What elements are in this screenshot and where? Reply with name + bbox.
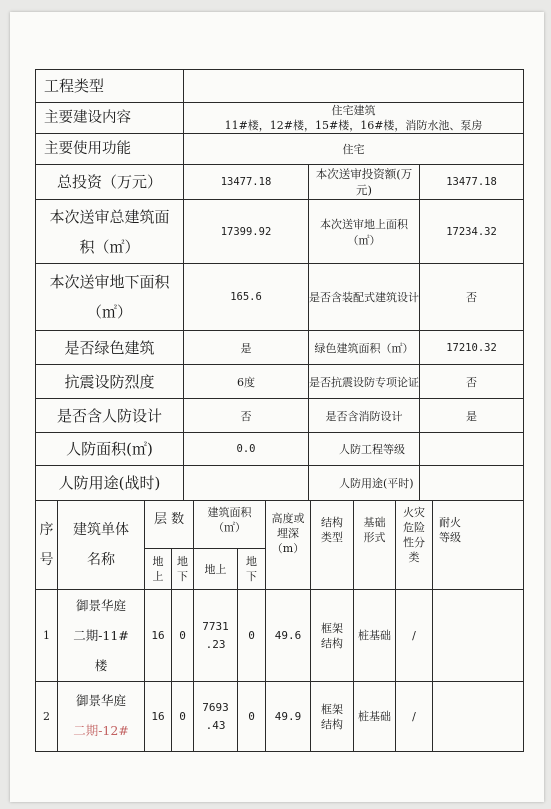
- cd-use-war-value: [184, 466, 309, 501]
- seismic-special-label: 是否抗震设防专项论证: [309, 365, 420, 399]
- document-page: [10, 12, 544, 802]
- row-structure: [311, 590, 354, 682]
- row-main-content: [36, 103, 524, 134]
- fire-hazard-header-2: 危险: [403, 521, 426, 534]
- seq-header-1: 序: [39, 522, 54, 538]
- green-value: 是: [184, 331, 309, 365]
- cd-grade-label: 人防工程等级: [309, 433, 420, 466]
- structure-header-1: 结构: [321, 516, 344, 529]
- total-area-value: 17399.92: [184, 200, 309, 264]
- floors-below-header: [172, 549, 194, 590]
- civil-defense-value: 否: [184, 399, 309, 433]
- civil-defense-label: 是否含人防设计: [36, 399, 184, 433]
- row-floors-below: 0: [172, 590, 194, 682]
- cd-grade-value: [420, 433, 524, 466]
- row-project-type: [36, 70, 524, 103]
- row-fire-rating: [433, 590, 524, 682]
- cd-use-peace-label: 人防用途(平时): [309, 466, 420, 501]
- row-area-above-1: 7731: [202, 619, 229, 633]
- row-foundation: 桩基础: [354, 590, 396, 682]
- fire-hazard-header-3: 性分: [403, 536, 426, 549]
- row-area-above-2: .43: [205, 718, 226, 732]
- row-main-function: [36, 134, 524, 165]
- total-area-label-cell: [36, 200, 184, 264]
- total-area-label-1: 本次送审总建筑面: [49, 207, 170, 226]
- project-type-label: 工程类型: [36, 70, 184, 103]
- height-header: [266, 501, 311, 590]
- cd-area-value: 0.0: [184, 433, 309, 466]
- row-name-1: 御景华庭: [75, 597, 126, 613]
- height-header-2: 埋深: [277, 527, 300, 540]
- project-info-form: [35, 69, 523, 752]
- main-content-title: 住宅建筑: [331, 104, 376, 117]
- row-area-above: [194, 590, 238, 682]
- row-floors-above: 16: [145, 682, 172, 752]
- row-structure: [311, 682, 354, 752]
- row-investment: [36, 165, 524, 200]
- foundation-header-2: 形式: [363, 531, 386, 544]
- row-area-below: 0: [238, 590, 266, 682]
- name-header-1: 建筑单体: [73, 522, 129, 538]
- project-type-value: [184, 70, 524, 103]
- seq-header-2: 号: [39, 552, 54, 568]
- area-below-header-2: 下: [246, 570, 258, 583]
- main-content-value-cell: [184, 103, 524, 134]
- floors-above-header: [145, 549, 172, 590]
- fire-rating-header: [433, 501, 524, 590]
- row-seq: 1: [36, 590, 58, 682]
- green-label: 是否绿色建筑: [36, 331, 184, 365]
- green-area-label: 绿色建筑面积（㎡）: [309, 331, 420, 365]
- name-header: [58, 501, 145, 590]
- area-above-header: 地上: [194, 549, 238, 590]
- row-fire-rating: [433, 682, 524, 752]
- main-function-label: 主要使用功能: [36, 134, 184, 165]
- row-seismic: [36, 365, 524, 399]
- row-structure-1: 框架: [321, 621, 344, 635]
- row-name: [58, 682, 145, 752]
- row-foundation: 桩基础: [354, 682, 396, 752]
- seismic-value: 6度: [184, 365, 309, 399]
- area-below-header-1: 地: [246, 555, 258, 568]
- row-green: [36, 331, 524, 365]
- row-area-below: 0: [238, 682, 266, 752]
- prefab-label: 是否含装配式建筑设计: [309, 264, 420, 331]
- height-header-1: 高度或: [271, 512, 305, 525]
- height-header-3: （m）: [271, 542, 305, 555]
- row-height: 49.9: [266, 682, 311, 752]
- fire-rating-header-1: 耐火: [439, 516, 462, 529]
- floors-above-header-2: 上: [152, 570, 164, 583]
- review-investment-value: 13477.18: [420, 165, 524, 200]
- structure-header-2: 类型: [321, 531, 344, 544]
- total-area-label-2: 积（㎡）: [79, 237, 140, 256]
- green-area-value: 17210.32: [420, 331, 524, 365]
- above-area-label: 本次送审地上面积（㎡）: [309, 200, 420, 264]
- row-name: [58, 590, 145, 682]
- row-structure-2: 结构: [321, 636, 344, 650]
- area-below-header: [238, 549, 266, 590]
- cd-use-war-label: 人防用途(战时): [36, 466, 184, 501]
- prefab-value: 否: [420, 264, 524, 331]
- name-header-2: 名称: [87, 552, 115, 568]
- fire-hazard-header-1: 火灾: [403, 506, 426, 519]
- area-header-2: （㎡）: [213, 521, 247, 534]
- buildings-table: [35, 500, 524, 752]
- below-area-label-2: （㎡）: [86, 303, 132, 321]
- floors-above-header-1: 地: [152, 555, 164, 568]
- fire-label: 是否含消防设计: [309, 399, 420, 433]
- row-area-above: [194, 682, 238, 752]
- foundation-header: [354, 501, 396, 590]
- structure-header: [311, 501, 354, 590]
- below-area-value: 165.6: [184, 264, 309, 331]
- buildings-header-row-1: [36, 501, 524, 549]
- main-content-label: 主要建设内容: [36, 103, 184, 134]
- above-area-value: 17234.32: [420, 200, 524, 264]
- row-height: 49.6: [266, 590, 311, 682]
- row-name-2: 二期-11#: [73, 627, 129, 643]
- area-header: [194, 501, 266, 549]
- cd-use-peace-value: [420, 466, 524, 501]
- area-header-1: 建筑面积: [207, 506, 252, 519]
- row-floors-above: 16: [145, 590, 172, 682]
- row-below-area: [36, 264, 524, 331]
- row-fire-hazard: /: [396, 590, 433, 682]
- fire-value: 是: [420, 399, 524, 433]
- table-row: [36, 682, 524, 752]
- total-investment-label: 总投资（万元）: [36, 165, 184, 200]
- row-name-1: 御景华庭: [75, 693, 126, 708]
- review-investment-label: 本次送审投资额(万元): [309, 165, 420, 200]
- row-structure-1: 框架: [321, 702, 344, 716]
- row-area-above-1: 7693: [202, 700, 229, 714]
- foundation-header-1: 基础: [363, 516, 386, 529]
- summary-table: [35, 69, 524, 501]
- main-function-value: 住宅: [184, 134, 524, 165]
- row-structure-2: 结构: [321, 717, 344, 731]
- row-cd-use: [36, 466, 524, 501]
- row-civil-defense: [36, 399, 524, 433]
- row-area-above-2: .23: [205, 637, 226, 651]
- row-name-2: 二期-12#: [73, 723, 129, 738]
- row-cd-area: [36, 433, 524, 466]
- row-floors-below: 0: [172, 682, 194, 752]
- table-row: [36, 590, 524, 682]
- fire-rating-header-2: 等级: [439, 531, 462, 544]
- cd-area-label: 人防面积(㎡): [36, 433, 184, 466]
- seq-header: [36, 501, 58, 590]
- seismic-special-value: 否: [420, 365, 524, 399]
- floors-below-header-2: 下: [177, 570, 188, 583]
- row-total-area: [36, 200, 524, 264]
- main-content-value: 11#楼，12#楼，15#楼，16#楼，消防水池、泵房: [224, 119, 483, 132]
- seismic-label: 抗震设防烈度: [36, 365, 184, 399]
- fire-hazard-header-4: 类: [408, 551, 420, 564]
- below-area-label-cell: [36, 264, 184, 331]
- floors-below-header-1: 地: [177, 555, 188, 568]
- floors-header: 层 数: [145, 501, 194, 549]
- below-area-label-1: 本次送审地下面积: [49, 273, 170, 291]
- row-fire-hazard: /: [396, 682, 433, 752]
- total-investment-value: 13477.18: [184, 165, 309, 200]
- row-name-3: 楼: [94, 657, 108, 673]
- fire-hazard-header: [396, 501, 433, 590]
- row-seq: 2: [36, 682, 58, 752]
